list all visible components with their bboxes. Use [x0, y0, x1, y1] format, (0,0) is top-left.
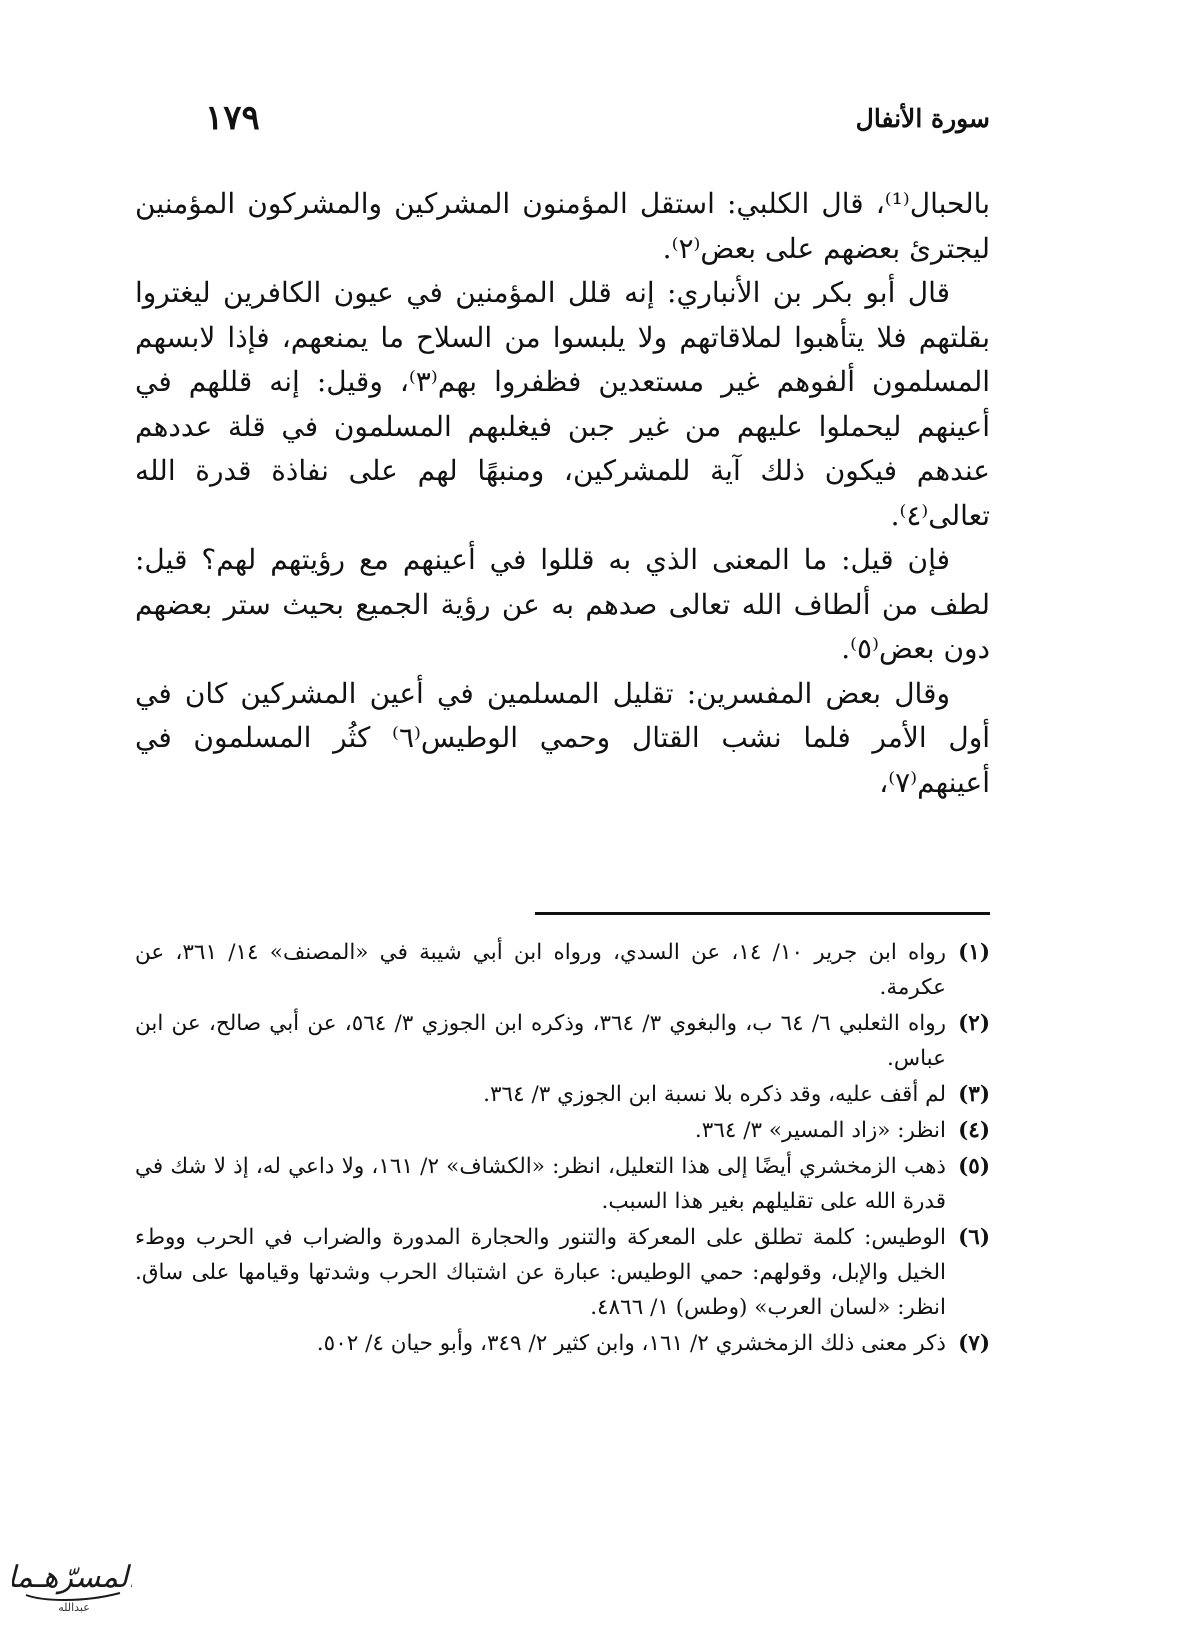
footnote-text: رواه ابن جرير ١٠/ ١٤، عن السدي، ورواه ابن أبي شيبة في «المصنف» ١٤/ ٣٦١، عن عكرمة. — [135, 940, 947, 1000]
paragraph-3: فإن قيل: ما المعنى الذي به قللوا في أعينهم مع رؤيتهم لهم؟ قيل: لطف من ألطاف الله تعالى صدهم به عن رؤية الجميع بحيث ستر بعضهم دون بعض⁽٥⁾. — [135, 543, 990, 665]
footnote — [135, 1077, 990, 1112]
library-stamp-icon — [12, 1545, 132, 1625]
stamp-main-text: المسرّهـما — [12, 1560, 132, 1595]
footnote-number: (٢) — [958, 1011, 990, 1036]
main-text — [135, 182, 990, 805]
footnote — [135, 1006, 990, 1076]
footnote — [135, 1149, 990, 1219]
paragraph-4: وقال بعض المفسرين: تقليل المسلمين في أعين المشركين كان في أول الأمر فلما نشب القتال وحمي الوطيس⁽٦⁾ كثُر المسلمون في أعينهم⁽٧⁾، — [135, 676, 990, 799]
footnote-number: (١) — [958, 940, 990, 965]
footnote-text: لم أقف عليه، وقد ذكره بلا نسبة ابن الجوزي ٣/ ٣٦٤. — [483, 1082, 946, 1107]
footnote — [135, 935, 990, 1005]
footnote-number: (٤) — [958, 1118, 990, 1143]
footnote-number: (٥) — [958, 1154, 990, 1179]
footnotes — [135, 935, 990, 1362]
footnote-text: ذهب الزمخشري أيضًا إلى هذا التعليل، انظر: «الكشاف» ٢/ ١٦١، ولا داعي له، إذ لا شك في قدرة الله على تقليلهم بغير هذا السبب. — [135, 1154, 946, 1214]
footnote-number: (٣) — [958, 1082, 990, 1107]
footnote-text: الوطيس: كلمة تطلق على المعركة والتنور والحجارة المدورة والضراب في الحرب ووطء الخيل والإبل، وقولهم: حمي الوطيس: عبارة عن اشتباك الحرب وشدتها وقيامها على ساق. انظر: «لسان العرب» (وطس) ١/ ٤٨٦٦. — [135, 1225, 946, 1320]
footnote — [135, 1326, 990, 1361]
page-header — [135, 92, 990, 152]
footnote-text: ذكر معنى ذلك الزمخشري ٢/ ١٦١، وابن كثير ٢/ ٣٤٩، وأبو حيان ٤/ ٥٠٢. — [316, 1331, 946, 1356]
footnote-text: رواه الثعلبي ٦/ ٦٤ ب، والبغوي ٣/ ٣٦٤، وذكره ابن الجوزي ٣/ ٥٦٤، عن أبي صالح، عن ابن عباس. — [135, 1011, 947, 1071]
footnote-divider — [535, 912, 990, 915]
stamp-sub-text: عبدالله — [58, 1601, 90, 1614]
footnote — [135, 1220, 990, 1325]
stamp-graphic — [12, 1545, 132, 1625]
footnote — [135, 1113, 990, 1148]
surah-title: سورة الأنفال — [855, 104, 990, 133]
paragraph-1: بالحبال⁽¹⁾، قال الكلبي: استقل المؤمنون المشركين والمشركون المؤمنين ليجترئ بعضهم على بعض⁽٢⁾. — [135, 187, 990, 265]
footnote-number: (٦) — [958, 1225, 990, 1250]
footnote-number: (٧) — [958, 1331, 990, 1356]
page-number: ١٧٩ — [205, 98, 260, 138]
footnote-text: انظر: «زاد المسير» ٣/ ٣٦٤. — [694, 1118, 946, 1143]
paragraph-2: قال أبو بكر بن الأنباري: إنه قلل المؤمنين في عيون الكافرين ليغتروا بقلتهم فلا يتأهبوا لملاقاتهم ولا يلبسوا من السلاح ما يمنعهم، فإذا لابسهم المسلمون ألفوهم غير مستعدين فظفروا بهم⁽٣⁾، وقيل: إنه قللهم في أعينهم ليحملوا عليهم من غير جبن فيغلبهم المسلمون في قلة عددهم عندهم فيكون ذلك آية للمشركين، ومنبهًا لهم على نفاذة قدرة الله تعالى⁽٤⁾. — [135, 276, 991, 532]
